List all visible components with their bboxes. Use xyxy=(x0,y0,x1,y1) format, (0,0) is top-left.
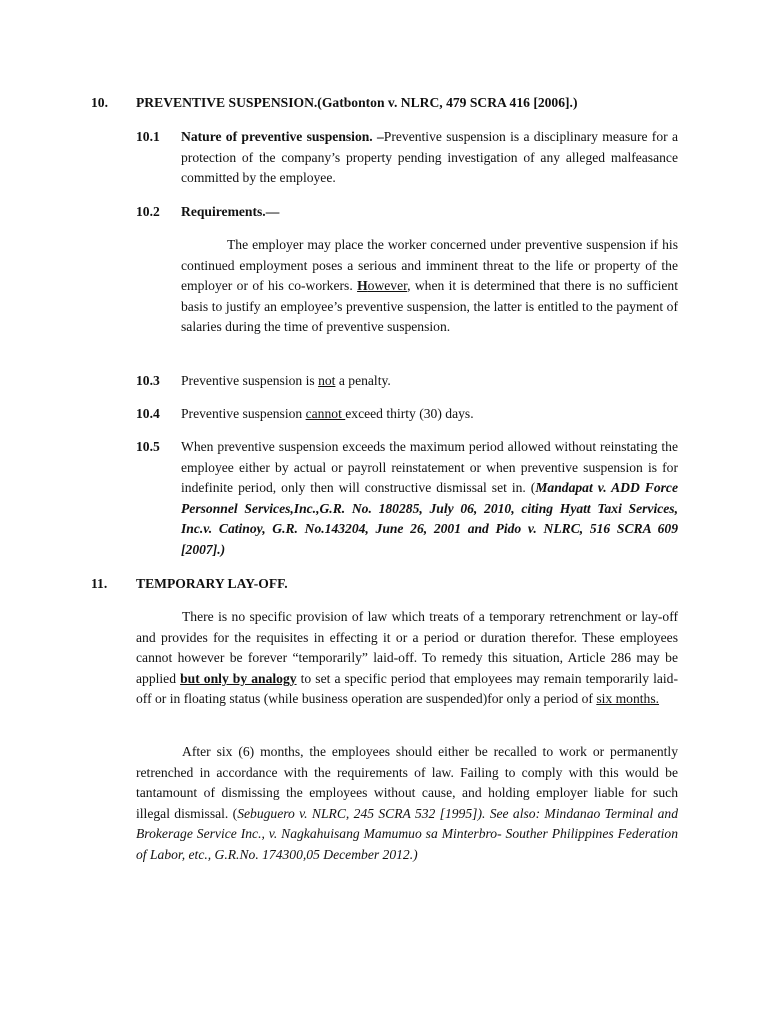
item-10-2-however-rest: owever xyxy=(367,278,408,294)
item-10-3-text xyxy=(181,371,391,392)
section-11-p1-text-a: There is no specific provision of law which treats of a temporary retrenchment or lay-off and provides for the requisites in effecting it or a period or duration therefor. These employees cannot however be forever “temporarily” laid-off. To remedy this situation, Article 286 may be applied xyxy=(136,609,678,686)
item-10-2-heading: Requirements.— xyxy=(181,204,280,219)
item-10-2-however-h: H xyxy=(357,278,368,294)
item-10-5-number: 10.5 xyxy=(136,439,160,454)
section-11-title: TEMPORARY LAY-OFF. xyxy=(136,576,288,591)
item-10-4-post: exceed thirty (30) days. xyxy=(345,406,474,421)
item-10-1-number: 10.1 xyxy=(136,129,160,144)
item-10-3-underlined: not xyxy=(318,373,336,388)
section-11-paragraph-1 xyxy=(136,607,678,710)
item-10-1-body: Preventive suspension is a disciplinary measure for a protection of the company’s property pending investigation of any alleged malfeasance committed by the employee. xyxy=(181,129,678,186)
item-10-3-pre: Preventive suspension is xyxy=(181,373,319,388)
item-10-3-post: a penalty. xyxy=(335,373,391,388)
section-11-number: 11. xyxy=(91,576,108,591)
section-10-title: PREVENTIVE SUSPENSION. xyxy=(136,95,318,110)
item-10-2-number: 10.2 xyxy=(136,204,160,219)
section-10-heading xyxy=(136,93,577,114)
item-10-4-pre: Preventive suspension xyxy=(181,406,306,421)
item-10-2-text-b: , when it is determined that there is no sufficient basis to justify an employee’s preventive suspension, the latter is entitled to the payment of salaries during the time of preventive suspension. xyxy=(181,278,679,335)
item-10-1-text xyxy=(181,127,678,189)
item-10-1-dash: – xyxy=(372,129,384,144)
section-11-p2-citation: Sebuguero v. NLRC, 245 SCRA 532 [1995]). See also: Mindanao Terminal and Brokerage Service Inc., v. Nagkahuisang Mamumuo sa Minterbro- Souther Philippines Federation of Labor, etc., G.R.No. 174300,05 December 2012.) xyxy=(136,805,678,862)
section-11-paragraph-2 xyxy=(136,742,678,866)
item-10-4-number: 10.4 xyxy=(136,406,160,421)
item-10-2-paragraph xyxy=(181,235,678,338)
item-10-5-body: When preventive suspension exceeds the maximum period allowed without reinstating the employee either by actual or payroll reinstatement or when preventive suspension is for indefinite period, only then will constructive dismissal set in. ( xyxy=(181,439,678,496)
section-11-p2-text: After six (6) months, the employees should either be recalled to work or permanently retrenched in accordance with the requirements of law. Failing to comply with this would be tantamount of dismissing the employees without cause, and holding employer liable for such illegal dismissal. ( xyxy=(136,744,678,821)
section-11-p1-text-b: to set a specific period that employees may remain temporarily laid-off or in floating status (while business operation are suspended)for only a period of xyxy=(136,670,679,707)
section-10-number: 10. xyxy=(91,95,108,110)
item-10-3-number: 10.3 xyxy=(136,373,160,388)
item-10-1-heading: Nature of preventive suspension. xyxy=(181,129,373,144)
section-11-p1-underlined: six months. xyxy=(596,691,660,707)
section-11-p1-bold: but only by analogy xyxy=(180,670,297,686)
item-10-5-text xyxy=(181,437,678,561)
item-10-4-underlined: cannot xyxy=(305,406,346,421)
section-10-citation: (Gatbonton v. NLRC, 479 SCRA 416 [2006].) xyxy=(317,95,578,110)
item-10-5-citation: Mandapat v. ADD Force Personnel Services,Inc.,G.R. No. 180285, July 06, 2010, citing Hyatt Taxi Services, Inc.v. Catinoy, G.R. No.143204, June 26, 2001 and Pido v. NLRC, 516 SCRA 609 [2007].) xyxy=(181,480,678,557)
item-10-2-text-a: The employer may place the worker concerned under preventive suspension if his continued employment poses a serious and imminent threat to the life or property of the employer or of his co-workers. xyxy=(181,237,678,294)
item-10-4-text xyxy=(181,404,474,425)
